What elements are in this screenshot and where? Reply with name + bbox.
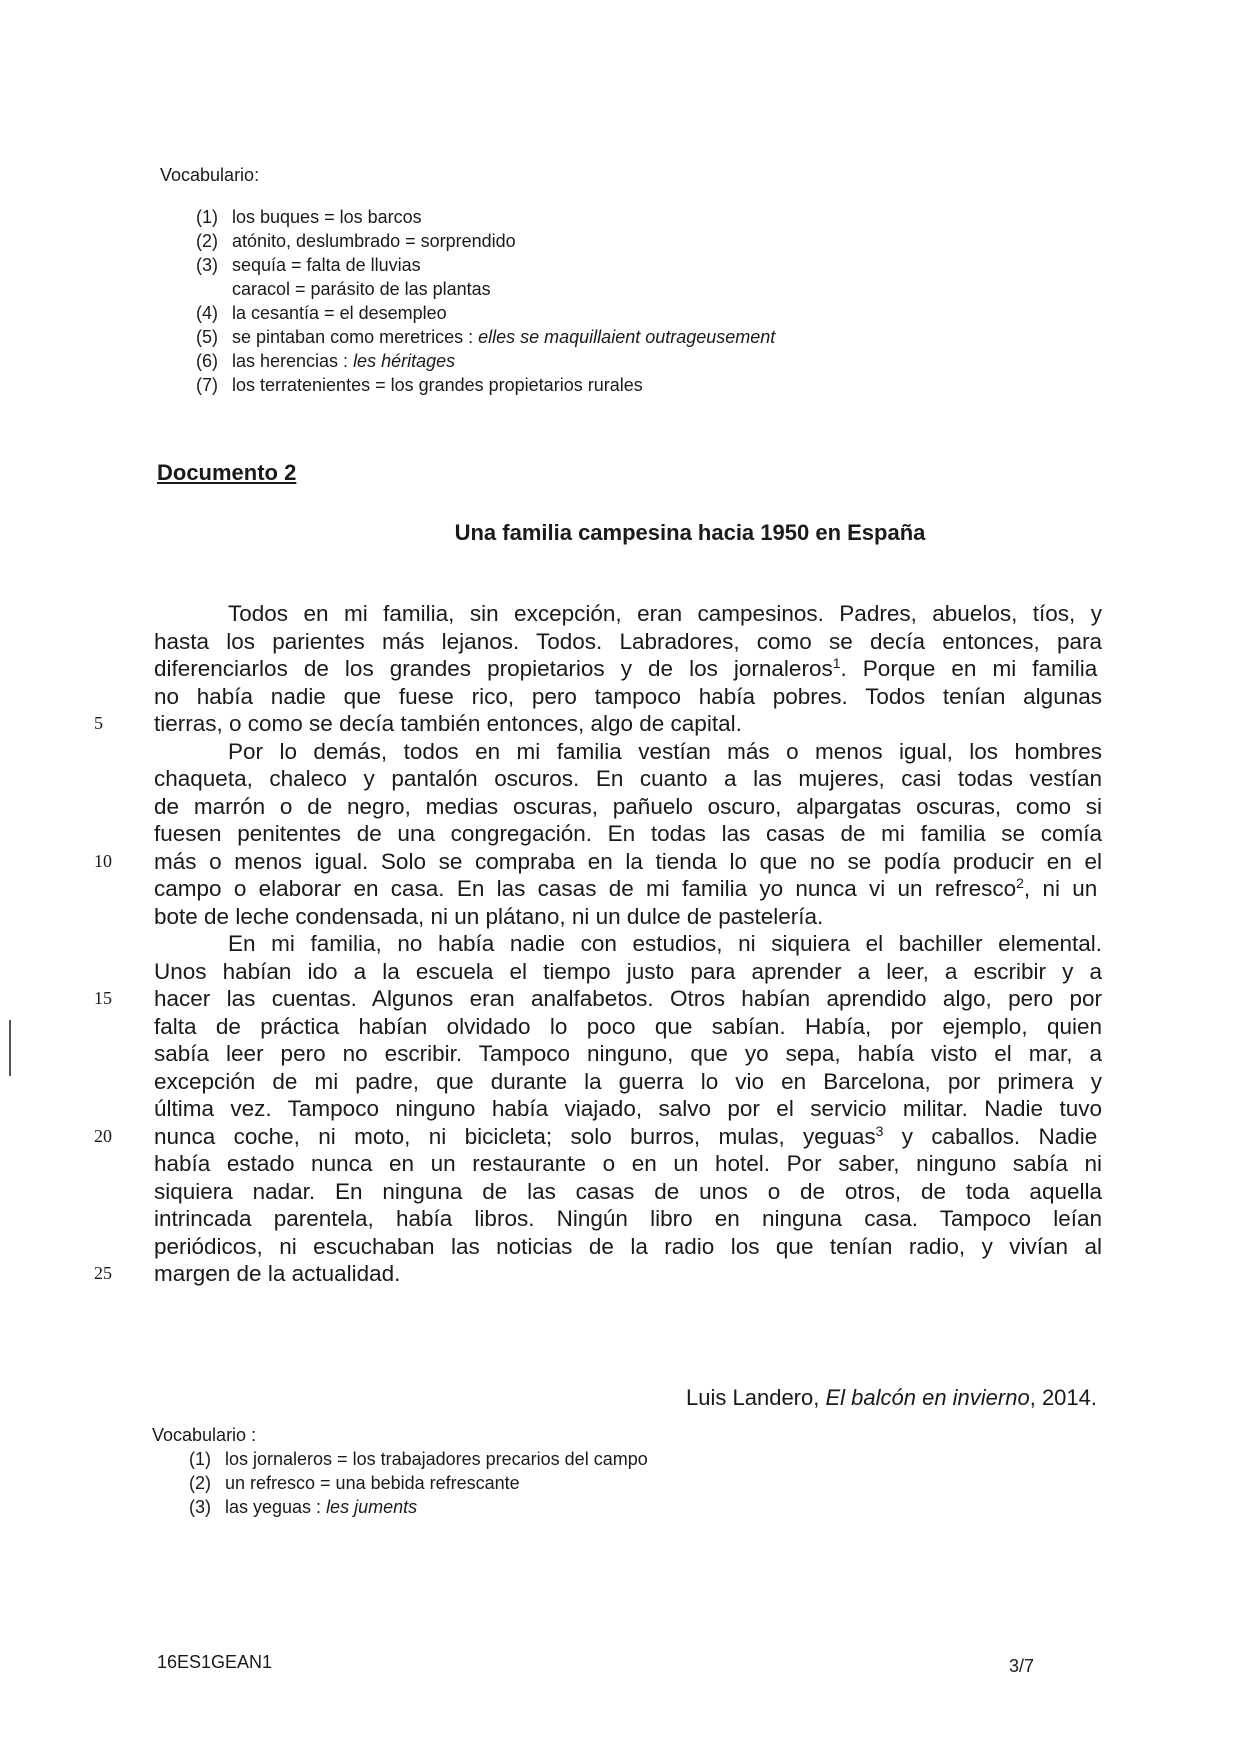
line-text-group — [154, 655, 1097, 683]
text-line — [154, 765, 1102, 793]
line-text: última vez. Tampoco ninguno había viajado, salvo por el servicio militar. Nadie tuvo — [154, 1096, 1102, 1121]
line-number: 10 — [94, 850, 112, 871]
text-line — [154, 1150, 1102, 1178]
attribution-work: El balcón en invierno — [825, 1385, 1030, 1410]
line-number: 25 — [94, 1263, 112, 1283]
attribution-author: Luis Landero, — [686, 1385, 826, 1410]
vocabulary-heading: Vocabulario : — [152, 1425, 257, 1445]
line-text: sabía leer pero no escribir. Tampoco ninguno, que yo sepa, había visto el mar, a — [154, 1041, 1102, 1066]
line-text: chaqueta, chaleco y pantalón oscuros. En cuanto a las mujeres, casi todas vestían — [154, 766, 1102, 791]
footnote-ref: 1 — [832, 655, 841, 671]
line-text: En mi familia, no había nadie con estudios, ni siquiera el bachiller elemental. — [228, 931, 1102, 956]
vocab-item: (6) las herencias : les héritages — [196, 351, 456, 371]
line-text-cont: . Porque en mi familia — [840, 656, 1098, 681]
line-text: siquiera nadar. En ninguna de las casas de unos o de otros, de toda aquella — [154, 1178, 1102, 1204]
line-text: excepción de mi padre, que durante la guerra lo vio en Barcelona, por primera y — [154, 1068, 1102, 1094]
text-line — [94, 985, 1102, 1013]
text-line — [154, 793, 1102, 821]
footnote-ref: 3 — [875, 1122, 884, 1139]
line-text: falta de práctica habían olvidado lo poco que sabían. Había, por ejemplo, quien — [154, 1013, 1102, 1039]
line-text: tierras, o como se decía también entonces, algo de capital. — [154, 711, 742, 736]
text-line — [154, 958, 1102, 986]
line-number: 15 — [94, 988, 112, 1008]
text-line — [154, 1178, 1102, 1206]
line-text: margen de la actualidad. — [154, 1261, 401, 1286]
footnote-ref: 2 — [1016, 875, 1024, 891]
text-line — [154, 600, 1102, 628]
text-line — [94, 848, 1102, 876]
text-line — [154, 1040, 1102, 1068]
line-text: no había nadie que fuese rico, pero tampoco había pobres. Todos tenían algunas — [154, 683, 1102, 709]
line-number: 5 — [94, 713, 103, 733]
vocab-item: (3) las yeguas : les juments — [189, 1497, 418, 1517]
line-text: periódicos, ni escuchaban las noticias de la radio los que tenían radio, y vivían al — [154, 1233, 1102, 1259]
attribution — [686, 1385, 1097, 1411]
text-line — [94, 710, 1102, 738]
line-text: de marrón o de negro, medias oscuras, pañuelo oscuro, alpargatas oscuras, como si — [154, 793, 1102, 819]
text-line — [154, 1233, 1102, 1261]
text-line — [154, 903, 1102, 931]
line-text: Todos en mi familia, sin excepción, eran campesinos. Padres, abuelos, tíos, y — [228, 601, 1102, 626]
vocab-item: (5) se pintaban como meretrices : elles se maquillaient outrageusement — [196, 327, 776, 347]
vocab-item: (7) los terratenientes = los grandes propietarios rurales — [196, 375, 643, 395]
line-text-group — [154, 875, 1097, 903]
text-line — [94, 1122, 1102, 1151]
footer-exam-code: 16ES1GEAN1 — [157, 1652, 273, 1672]
vocabulary-section-2 — [152, 1423, 648, 1519]
line-text: diferenciarlos de los grandes propietarios y de los jornaleros — [154, 656, 833, 681]
text-line — [154, 875, 1102, 903]
vocab-item: (2) atónito, deslumbrado = sorprendido — [196, 231, 516, 251]
line-text: más o menos igual. Solo se compraba en la tienda lo que no se podía producir en el — [154, 848, 1102, 874]
line-text: nunca coche, ni moto, ni bicicleta; solo burros, mulas, yeguas — [154, 1123, 876, 1149]
line-text: hacer las cuentas. Algunos eran analfabetos. Otros habían aprendido algo, pero por — [154, 986, 1102, 1011]
vocab-item: (4) la cesantía = el desempleo — [196, 303, 447, 323]
vocab-item: (1) los jornaleros = los trabajadores precarios del campo — [189, 1449, 648, 1469]
line-number: 20 — [94, 1125, 112, 1146]
text-line — [154, 820, 1102, 848]
text-line — [154, 655, 1102, 683]
line-text: intrincada parentela, había libros. Ningún libro en ninguna casa. Tampoco leían — [154, 1206, 1102, 1231]
vocab-item: (2) un refresco = una bebida refrescante — [189, 1473, 520, 1493]
attribution-year: , 2014. — [1029, 1385, 1097, 1410]
vocabulary-list — [160, 205, 775, 397]
text-line — [154, 1068, 1102, 1096]
text-line — [154, 1095, 1102, 1123]
line-text: había estado nunca en un restaurante o en un hotel. Por saber, ninguno sabía ni — [154, 1151, 1102, 1176]
document-body — [94, 600, 1102, 1288]
vocab-item: (3) sequía = falta de lluvias — [196, 255, 421, 275]
text-line — [154, 1013, 1102, 1041]
document-title: Una familia campesina hacia 1950 en España — [454, 520, 926, 545]
line-text-group — [154, 1123, 1097, 1151]
document-label: Documento 2 — [157, 460, 297, 485]
text-line — [154, 628, 1102, 656]
line-text: hasta los parientes más lejanos. Todos. Labradores, como se decía entonces, para — [154, 628, 1102, 654]
line-text-cont: , ni un — [1023, 876, 1098, 901]
text-line — [154, 1205, 1102, 1233]
vocabulary-heading: Vocabulario: — [160, 165, 260, 185]
footer-page-number: 3/7 — [1009, 1656, 1035, 1676]
line-text-cont: y caballos. Nadie — [883, 1123, 1098, 1149]
margin-mark — [9, 1020, 11, 1076]
vocabulary-list — [152, 1447, 648, 1519]
text-line — [94, 1260, 1102, 1288]
text-line — [154, 683, 1102, 711]
line-text: Por lo demás, todos en mi familia vestían más o menos igual, los hombres — [228, 738, 1102, 764]
vocab-item: (1) los buques = los barcos — [196, 207, 422, 227]
vocabulary-section-1 — [160, 163, 775, 397]
line-text: campo o elaborar en casa. En las casas de mi familia yo nunca vi un refresco — [154, 876, 1017, 901]
vocab-item: caracol = parásito de las plantas — [232, 279, 491, 299]
line-text: Unos habían ido a la escuela el tiempo justo para aprender a leer, a escribir y a — [154, 958, 1102, 984]
text-line — [154, 930, 1102, 958]
line-text: bote de leche condensada, ni un plátano, ni un dulce de pastelería. — [154, 903, 824, 929]
text-line — [154, 738, 1102, 766]
line-text: fuesen penitentes de una congregación. En todas las casas de mi familia se comía — [154, 821, 1102, 846]
